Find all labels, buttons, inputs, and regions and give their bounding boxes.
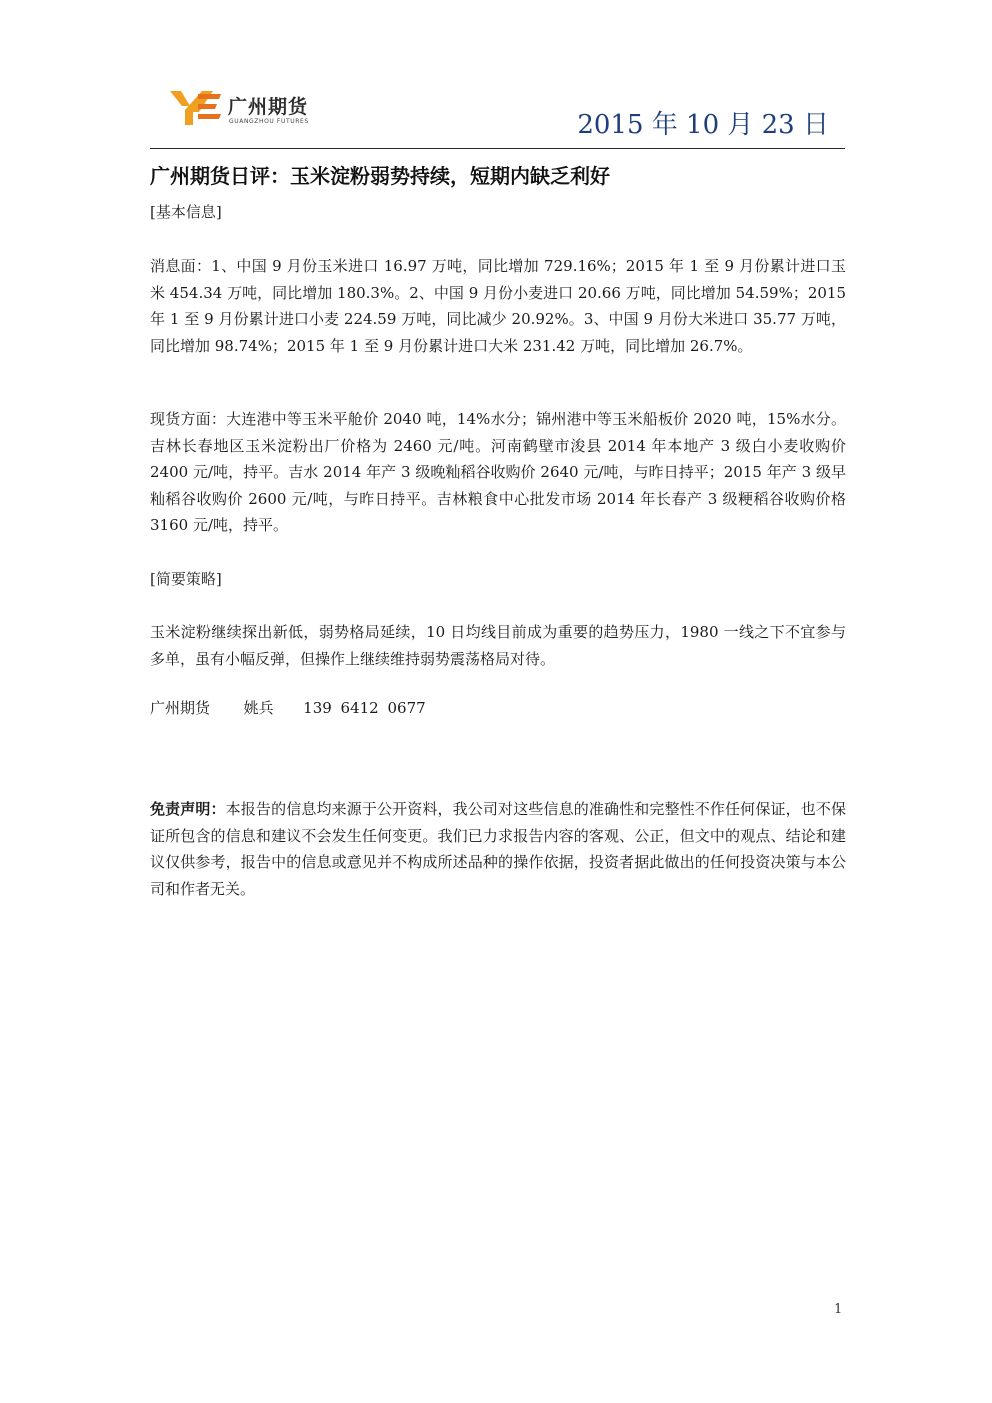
disclaimer: [150, 796, 846, 902]
signature-company: 广州期货: [150, 699, 211, 717]
page-header: [150, 80, 845, 149]
disclaimer-label: 免责声明：: [150, 800, 226, 818]
logo-mark-icon: [168, 88, 222, 128]
strategy-paragraph: 玉米淀粉继续探出新低，弱势格局延续，10 日均线目前成为重要的趋势压力，1980 一线之下不宜参与多单，虽有小幅反弹，但操作上继续维持弱势震荡格局对待。: [150, 623, 846, 668]
report-date: 2015 年 10 月 23 日: [577, 110, 829, 140]
spot-market-paragraph: 现货方面：大连港中等玉米平舱价 2040 吨，14%水分；锦州港中等玉米船板价 2020 吨，15%水分。吉林长春地区玉米淀粉出厂价格为 2460 元/吨。河南鹤壁市浚县 2014 年本地产 3 级白小麦收购价 2400 元/吨，持平。吉水 2014 年产 3 级晚籼稻谷收购价 2640 元/吨，与昨日持平；2015 年产 3 级早籼稻谷收购价 2600 元/吨，与昨日持平。吉林粮食中心批发市场 2014 年长春产 3 级粳稻谷收购价格 3160 元/吨，持平。: [150, 410, 846, 534]
logo-text-en: GUANGZHOU FUTURES: [229, 118, 309, 125]
logo-text-cn: 广州期货: [228, 96, 309, 118]
disclaimer-text: 本报告的信息均来源于公开资料，我公司对这些信息的准确性和完整性不作任何保证，也不保证所包含的信息和建议不会发生任何变更。我们已力求报告内容的客观、公正，但文中的观点、结论和建议仅供参考，报告中的信息或意见并不构成所述品种的操作依据，投资者据此做出的任何投资决策与本公司和作者无关。: [150, 800, 846, 898]
company-logo: [168, 88, 348, 133]
signature-line: [150, 697, 426, 718]
basic-info-heading: [基本信息]: [150, 203, 222, 221]
page-number: 1: [834, 1302, 843, 1317]
signature-phone: 139 6412 0677: [303, 699, 426, 717]
signature-author: 姚兵: [243, 699, 274, 717]
strategy-heading: [简要策略]: [150, 570, 222, 588]
news-paragraph: 消息面：1、中国 9 月份玉米进口 16.97 万吨，同比增加 729.16%；2015 年 1 至 9 月份累计进口玉米 454.34 万吨，同比增加 180.3%。2、中国 9 月份小麦进口 20.66 万吨，同比增加 54.59%；2015 年 1 至 9 月份累计进口小麦 224.59 万吨，同比减少 20.92%。3、中国 9 月份大米进口 35.77 万吨，同比增加 98.74%；2015 年 1 至 9 月份累计进口大米 231.42 万吨，同比增加 26.7%。: [150, 257, 846, 355]
report-title: 广州期货日评：玉米淀粉弱势持续，短期内缺乏利好: [150, 164, 610, 188]
